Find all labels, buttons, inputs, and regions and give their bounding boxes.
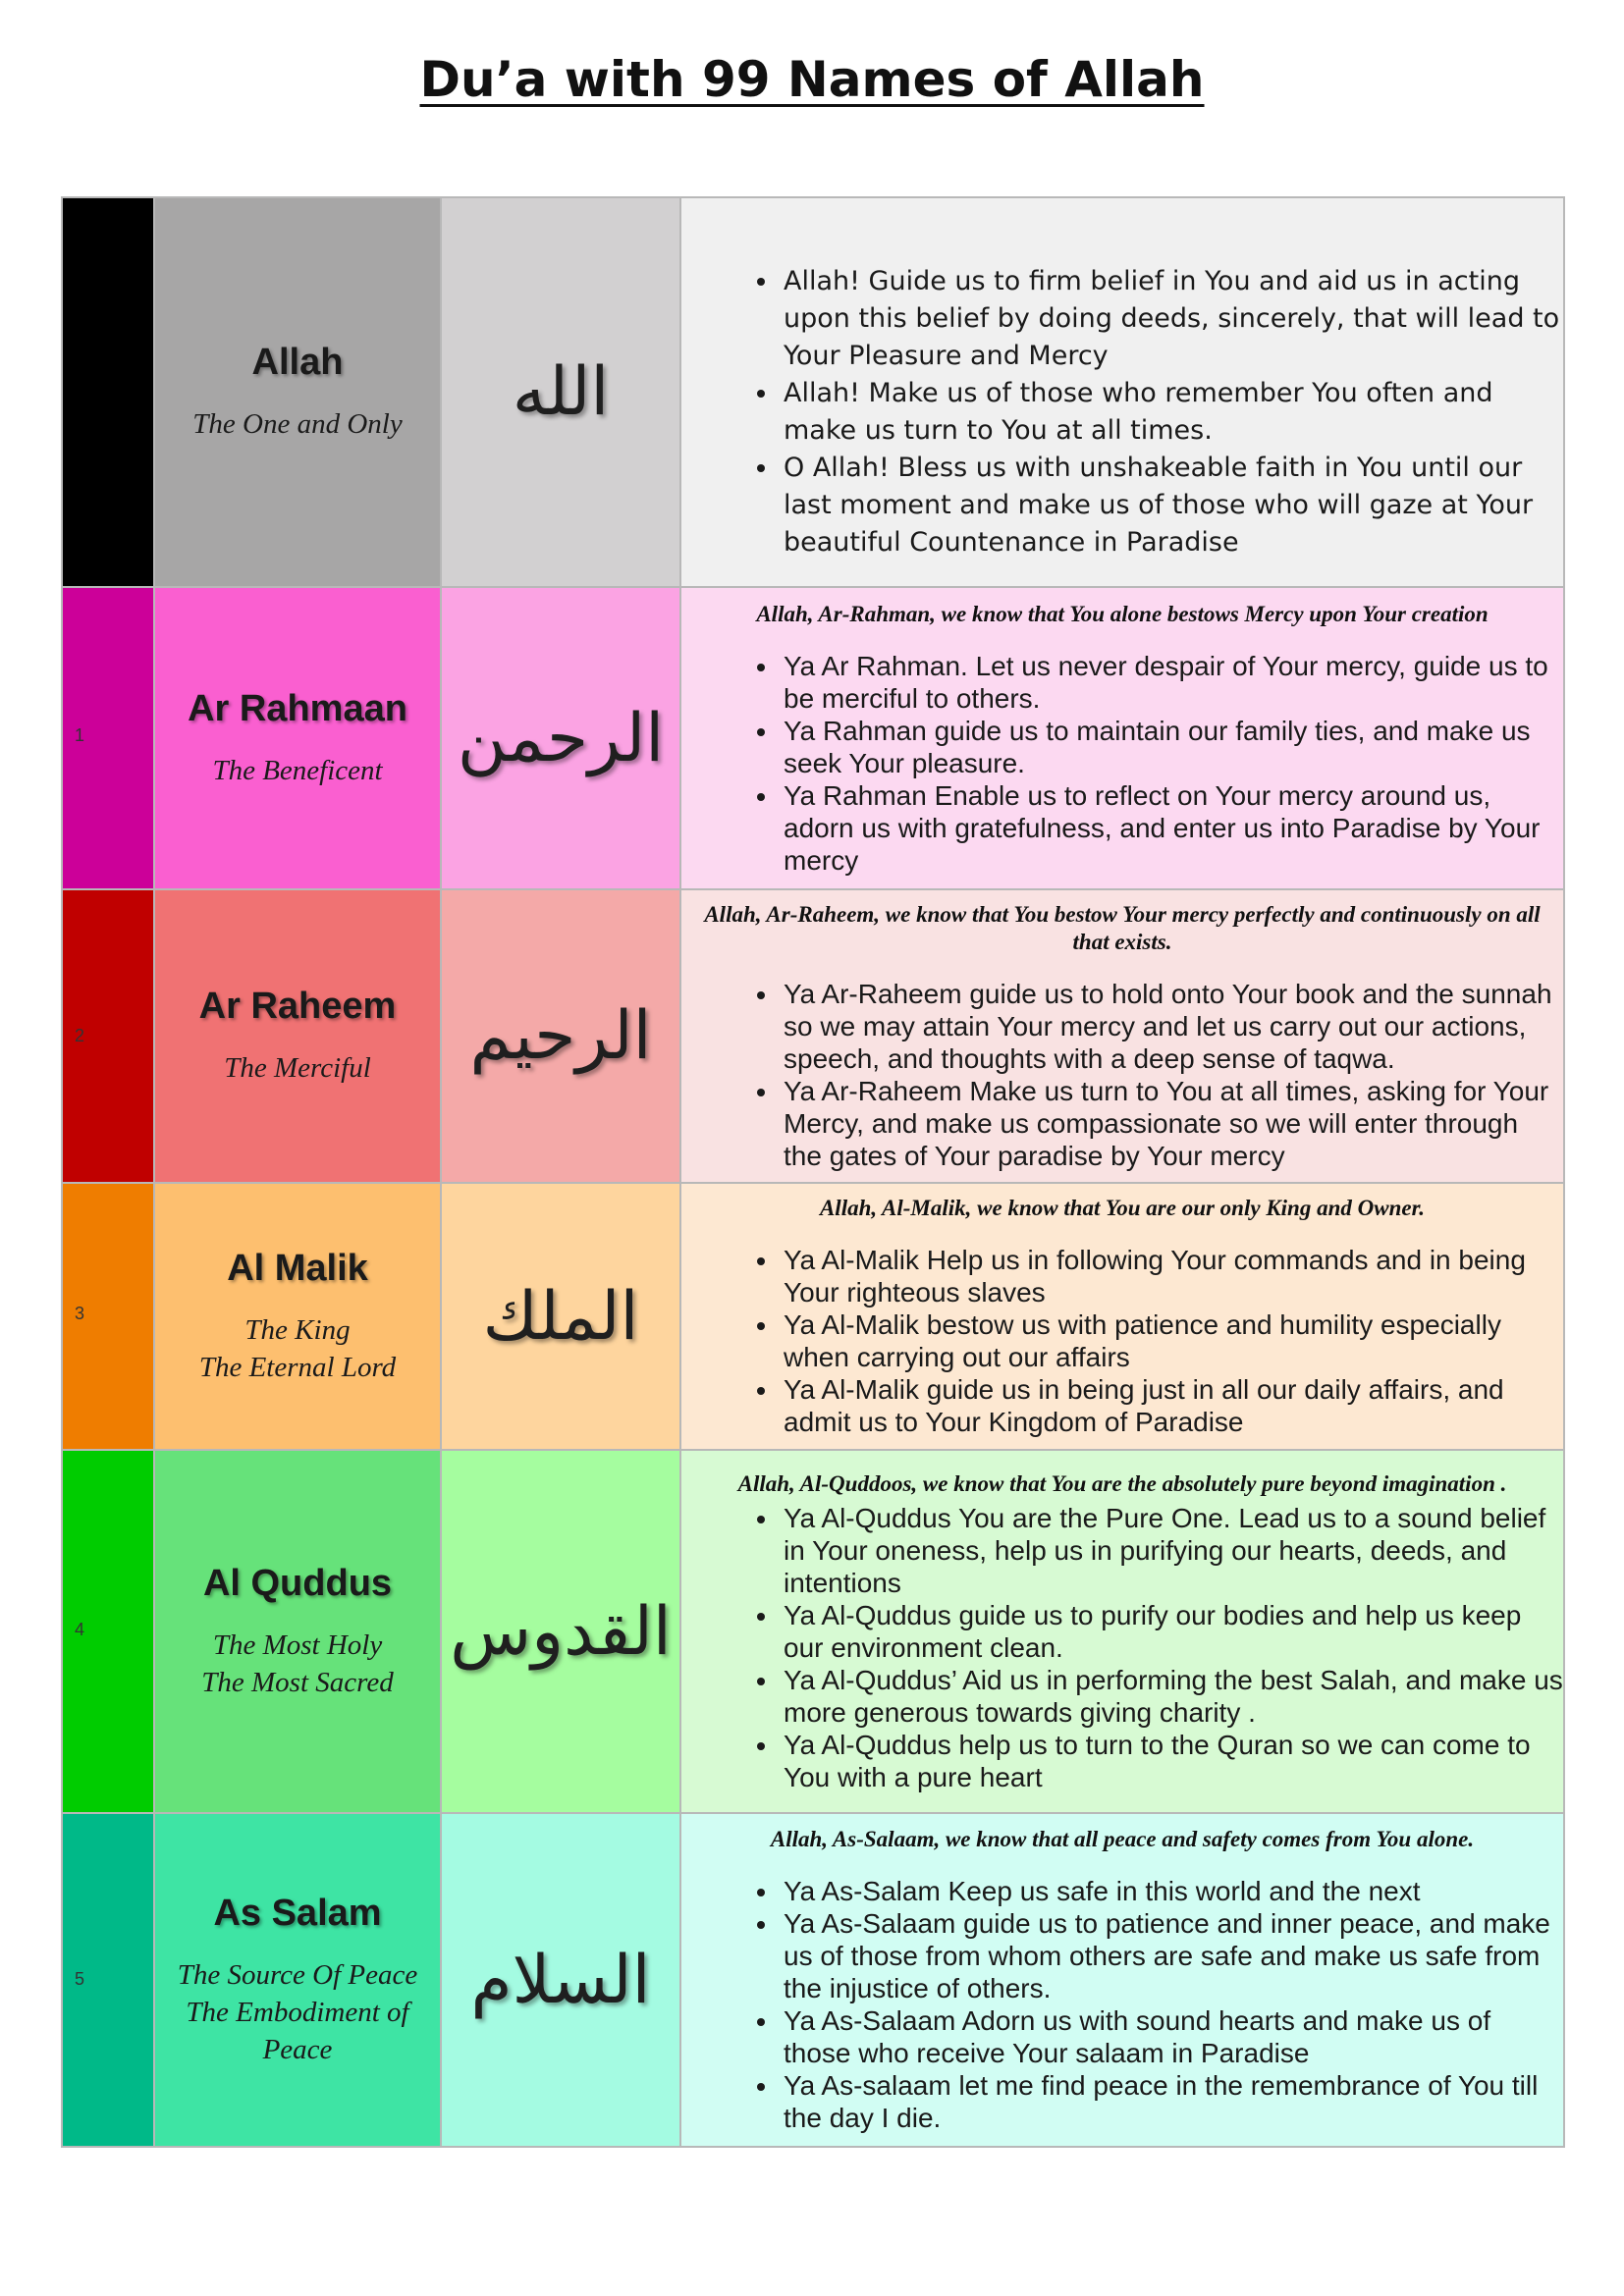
dua-item: • Ya Al-Quddus’ Aid us in performing the best Salah, and make us more generous towards giving charity . — [780, 1664, 1563, 1729]
name-arabic: الرحمن — [441, 587, 680, 889]
name-row — [62, 1813, 1564, 2147]
dua-item: • Ya As-Salam Keep us safe in this world and the next — [780, 1875, 1563, 1907]
dua-item: • Ya Al-Malik bestow us with patience and humility especially when carrying out our affairs — [780, 1308, 1563, 1373]
dua-intro: Allah, Al-Quddoos, we know that You are the absolutely pure beyond imagination . — [737, 1470, 1507, 1496]
dua-item: • Ya Al-Quddus help us to turn to the Quran so we can come to You with a pure heart — [780, 1729, 1563, 1793]
dua-cell — [680, 1183, 1564, 1450]
dua-item: • Ya Ar-Raheem Make us turn to You at all times, asking for Your Mercy, and make us compassionate so we will enter through the gates of Your paradise by Your mercy — [780, 1075, 1563, 1172]
row-number: 4 — [75, 1620, 85, 1639]
name-row — [62, 1450, 1564, 1813]
color-bar — [62, 587, 154, 889]
names-table — [61, 196, 1565, 2148]
dua-cell — [680, 1813, 1564, 2147]
name-row — [62, 889, 1564, 1183]
dua-intro: Allah, Ar-Raheem, we know that You bestow Your mercy perfectly and continuously on all that exists. — [704, 901, 1541, 954]
dua-item: • Ya Rahman Enable us to reflect on Your mercy around us, adorn us with gratefulness, and enter us into Paradise by Your mercy — [780, 779, 1563, 877]
dua-cell — [680, 587, 1564, 889]
name-meaning: The One and Only — [192, 408, 403, 440]
name-meaning: The Source Of Peace The Embodiment of Peace — [177, 1958, 418, 2065]
dua-intro: Allah, Al-Malik, we know that You are our only King and Owner. — [819, 1196, 1426, 1220]
dua-list — [681, 978, 1563, 1172]
name-english: As Salam — [213, 1892, 382, 1934]
dua-item: • Allah! Guide us to firm belief in You and aid us in acting upon this belief by doing deeds, sincerely, that will lead to Your Pleasure and Mercy — [780, 263, 1563, 375]
dua-item: • Ya Rahman guide us to maintain our family ties, and make us seek Your pleasure. — [780, 715, 1563, 779]
color-bar — [62, 1183, 154, 1450]
color-bar — [62, 197, 154, 587]
dua-item: • Ya Ar Rahman. Let us never despair of Your mercy, guide us to be merciful to others. — [780, 650, 1563, 715]
page-title: Du’a with 99 Names of Allah — [419, 51, 1205, 108]
name-meaning: The Most Holy The Most Sacred — [201, 1629, 394, 1698]
name-english: Ar Rahmaan — [188, 687, 407, 729]
dua-cell — [680, 889, 1564, 1183]
name-english: Allah — [251, 342, 344, 383]
name-english: Al Quddus — [202, 1562, 393, 1604]
dua-list — [681, 263, 1563, 561]
name-row — [62, 197, 1564, 587]
dua-item: • Allah! Make us of those who remember You often and make us turn to You at all times. — [780, 375, 1563, 450]
row-number: 3 — [75, 1304, 85, 1323]
name-arabic: القدوس — [441, 1450, 680, 1813]
name-row — [62, 1183, 1564, 1450]
color-bar — [62, 1813, 154, 2147]
name-arabic: الملك — [441, 1183, 680, 1450]
dua-item: • Ya Al-Malik Help us in following Your commands and in being Your righteous slaves — [780, 1244, 1563, 1308]
name-arabic: السلام — [441, 1813, 680, 2147]
dua-item: • Ya As-Salaam guide us to patience and inner peace, and make us of those from whom others are safe and make us safe from the injustice of others. — [780, 1907, 1563, 2004]
dua-item: • Ya Al-Quddus guide us to purify our bodies and help us keep our environment clean. — [780, 1599, 1563, 1664]
dua-cell — [680, 197, 1564, 587]
dua-intro: Allah, As-Salaam, we know that all peace and safety comes from You alone. — [770, 1827, 1475, 1851]
color-bar — [62, 889, 154, 1183]
name-arabic: الله — [441, 197, 680, 587]
dua-intro: Allah, Ar-Rahman, we know that You alone bestows Mercy upon Your creation — [756, 601, 1489, 626]
name-arabic: الرحيم — [441, 889, 680, 1183]
color-bar — [62, 1450, 154, 1813]
row-number: 1 — [75, 725, 85, 745]
name-row — [62, 587, 1564, 889]
name-cell — [154, 587, 441, 889]
dua-item: • Ya Al-Malik guide us in being just in all our daily affairs, and admit us to Your Kingdom of Paradise — [780, 1373, 1563, 1438]
dua-item: • Ya Al-Quddus You are the Pure One. Lead us to a sound belief in Your oneness, help us in purifying our hearts, deeds, and intentions — [780, 1502, 1563, 1599]
name-cell — [154, 1183, 441, 1450]
row-number: 2 — [75, 1026, 85, 1045]
name-cell — [154, 197, 441, 587]
name-cell — [154, 1450, 441, 1813]
name-cell — [154, 1813, 441, 2147]
name-english: Al Malik — [227, 1247, 368, 1289]
dua-cell — [680, 1450, 1564, 1813]
dua-item: • O Allah! Bless us with unshakeable faith in You until our last moment and make us of those who will gaze at Your beautiful Countenance in Paradise — [780, 450, 1563, 561]
dua-item: • Ya Ar-Raheem guide us to hold onto Your book and the sunnah so we may attain Your mercy and let us carry out our actions, speech, and thoughts with a deep sense of taqwa. — [780, 978, 1563, 1075]
name-meaning: The Beneficent — [212, 754, 383, 786]
name-meaning: The Merciful — [224, 1052, 371, 1084]
name-cell — [154, 889, 441, 1183]
dua-list — [681, 1875, 1563, 2134]
name-meaning: The King The Eternal Lord — [198, 1313, 397, 1383]
dua-list — [681, 650, 1563, 877]
dua-item: • Ya As-salaam let me find peace in the remembrance of You till the day I die. — [780, 2069, 1563, 2134]
dua-list — [681, 1244, 1563, 1438]
dua-item: • Ya As-Salaam Adorn us with sound hearts and make us of those who receive Your salaam in Paradise — [780, 2004, 1563, 2069]
dua-list — [681, 1502, 1563, 1793]
name-english: Ar Raheem — [198, 986, 397, 1027]
row-number: 5 — [75, 1969, 85, 1989]
